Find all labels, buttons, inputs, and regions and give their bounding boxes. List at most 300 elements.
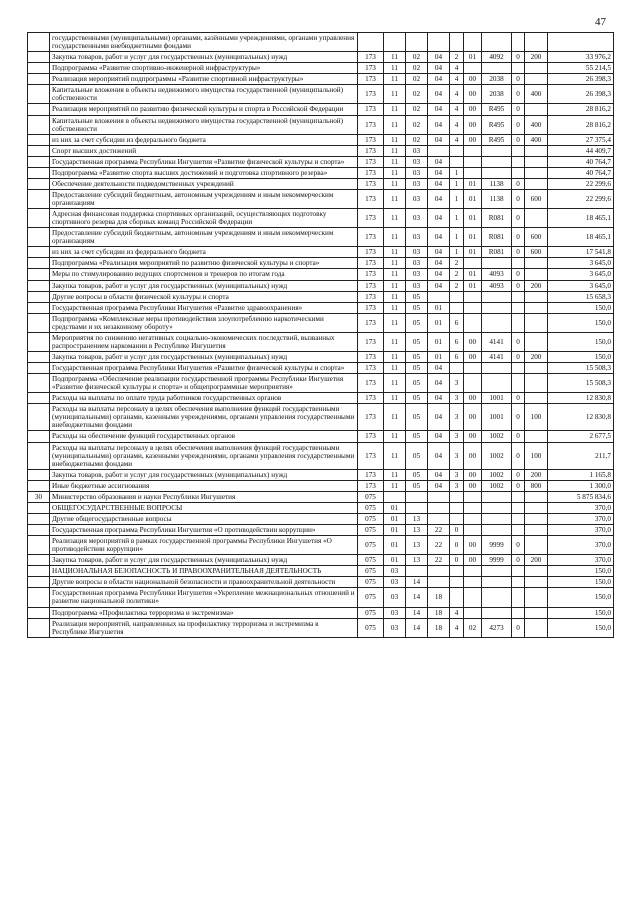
cell-c7: 4141 xyxy=(482,332,512,351)
cell-num xyxy=(28,104,50,115)
cell-num xyxy=(28,431,50,442)
cell-c6: 00 xyxy=(464,404,482,431)
table-row xyxy=(28,74,614,85)
cell-c8 xyxy=(512,525,525,536)
cell-amount: 44 409,7 xyxy=(548,145,614,156)
cell-c2: 11 xyxy=(384,145,406,156)
cell-c5: 4 xyxy=(450,85,464,104)
cell-c2: 03 xyxy=(384,577,406,588)
cell-c1: 075 xyxy=(358,491,384,502)
cell-c6 xyxy=(464,525,482,536)
cell-c2: 11 xyxy=(384,104,406,115)
cell-name: Предоставление субсидий бюджетным, автономным учреждениям и иным некоммерческим организациям xyxy=(50,228,358,247)
cell-c5: 3 xyxy=(450,431,464,442)
cell-c5: 4 xyxy=(450,618,464,637)
cell-c5: 3 xyxy=(450,374,464,393)
cell-c1 xyxy=(358,33,384,52)
cell-c2: 11 xyxy=(384,247,406,258)
cell-c1: 173 xyxy=(358,167,384,178)
cell-c1: 173 xyxy=(358,115,384,134)
cell-c6 xyxy=(464,363,482,374)
table-row xyxy=(28,178,614,189)
cell-c9 xyxy=(525,374,548,393)
cell-c9: 600 xyxy=(525,189,548,208)
cell-c1: 173 xyxy=(358,280,384,291)
cell-c5: 3 xyxy=(450,442,464,469)
cell-amount: 370,0 xyxy=(548,536,614,555)
cell-c2: 01 xyxy=(384,513,406,524)
cell-c9: 200 xyxy=(525,351,548,362)
cell-c9 xyxy=(525,33,548,52)
cell-c2: 11 xyxy=(384,469,406,480)
cell-num xyxy=(28,525,50,536)
cell-num xyxy=(28,228,50,247)
cell-c8: 0 xyxy=(512,555,525,566)
cell-c3: 03 xyxy=(406,258,428,269)
cell-amount: 55 214,5 xyxy=(548,63,614,74)
cell-c9 xyxy=(525,431,548,442)
cell-num xyxy=(28,536,50,555)
cell-name: Закупка товаров, работ и услуг для государственных (муниципальных) нужд xyxy=(50,555,358,566)
cell-amount: 2 677,5 xyxy=(548,431,614,442)
cell-num xyxy=(28,502,50,513)
cell-c5: 1 xyxy=(450,247,464,258)
cell-c2: 03 xyxy=(384,607,406,618)
cell-c3: 02 xyxy=(406,85,428,104)
cell-c6 xyxy=(464,291,482,302)
cell-amount: 150,0 xyxy=(548,332,614,351)
cell-c2: 01 xyxy=(384,536,406,555)
cell-c1: 075 xyxy=(358,536,384,555)
cell-amount: 3 645,0 xyxy=(548,269,614,280)
table-row xyxy=(28,469,614,480)
cell-c5: 1 xyxy=(450,189,464,208)
cell-c6: 00 xyxy=(464,555,482,566)
cell-amount: 40 764,7 xyxy=(548,167,614,178)
cell-name: Реализация мероприятий подпрограммы «Развитие спортивной инфраструктуры» xyxy=(50,74,358,85)
cell-c6 xyxy=(464,577,482,588)
cell-num xyxy=(28,332,50,351)
cell-c1: 173 xyxy=(358,393,384,404)
cell-c9: 200 xyxy=(525,280,548,291)
cell-c4: 04 xyxy=(428,228,450,247)
cell-c7 xyxy=(482,577,512,588)
cell-c6: 00 xyxy=(464,536,482,555)
cell-name: из них за счет субсидии из федерального бюджета xyxy=(50,134,358,145)
cell-name: Подпрограмма «Профилактика терроризма и экстремизма» xyxy=(50,607,358,618)
cell-c6: 01 xyxy=(464,247,482,258)
cell-c1: 173 xyxy=(358,189,384,208)
cell-name: Капитальные вложения в объекты недвижимого имущества государственной (муниципальной) собственности xyxy=(50,85,358,104)
cell-c7 xyxy=(482,491,512,502)
cell-c4: 04 xyxy=(428,74,450,85)
cell-num xyxy=(28,134,50,145)
cell-c6: 01 xyxy=(464,209,482,228)
cell-amount: 150,0 xyxy=(548,566,614,577)
cell-c7: 1002 xyxy=(482,480,512,491)
cell-c9 xyxy=(525,167,548,178)
cell-num xyxy=(28,480,50,491)
cell-name: Расходы на выплаты персоналу в целях обеспечения выполнения функций государственными (муниципальными) органами, казенными учреждениями, органами управления государственными внебюджетными фондами xyxy=(50,404,358,431)
cell-c9 xyxy=(525,63,548,74)
cell-c3: 03 xyxy=(406,156,428,167)
table-row xyxy=(28,228,614,247)
cell-c5: 4 xyxy=(450,74,464,85)
cell-c2: 11 xyxy=(384,363,406,374)
cell-c7 xyxy=(482,291,512,302)
cell-c7: 1001 xyxy=(482,393,512,404)
cell-c2 xyxy=(384,33,406,52)
cell-c2: 11 xyxy=(384,374,406,393)
cell-amount: 5 875 834,6 xyxy=(548,491,614,502)
cell-amount: 40 764,7 xyxy=(548,156,614,167)
cell-c2: 11 xyxy=(384,178,406,189)
cell-c4 xyxy=(428,513,450,524)
cell-c4: 04 xyxy=(428,156,450,167)
cell-c6 xyxy=(464,313,482,332)
cell-c8 xyxy=(512,513,525,524)
cell-num xyxy=(28,363,50,374)
cell-c2: 01 xyxy=(384,525,406,536)
cell-amount: 150,0 xyxy=(548,577,614,588)
cell-c7 xyxy=(482,258,512,269)
cell-c5 xyxy=(450,513,464,524)
cell-amount: 18 465,1 xyxy=(548,209,614,228)
cell-c8: 0 xyxy=(512,404,525,431)
cell-c3: 13 xyxy=(406,536,428,555)
cell-name: Мероприятия по снижению негативных социально-экономических последствий, вызванных распространением наркомании в Республике Ингушетия xyxy=(50,332,358,351)
table-row xyxy=(28,442,614,469)
table-body xyxy=(28,33,614,638)
cell-c1: 173 xyxy=(358,85,384,104)
cell-c6: 02 xyxy=(464,618,482,637)
cell-c2: 11 xyxy=(384,393,406,404)
cell-c1: 173 xyxy=(358,480,384,491)
cell-c6 xyxy=(464,167,482,178)
cell-c3: 02 xyxy=(406,63,428,74)
cell-c6 xyxy=(464,374,482,393)
cell-name: Другие вопросы в области физической культуры и спорта xyxy=(50,291,358,302)
cell-c7 xyxy=(482,607,512,618)
cell-c8: 0 xyxy=(512,247,525,258)
cell-c9: 200 xyxy=(525,469,548,480)
page-number: 47 xyxy=(595,16,606,28)
cell-c7: 4273 xyxy=(482,618,512,637)
cell-c1: 173 xyxy=(358,228,384,247)
cell-amount: 3 645,0 xyxy=(548,280,614,291)
cell-c6: 01 xyxy=(464,228,482,247)
cell-c3: 02 xyxy=(406,104,428,115)
cell-name: НАЦИОНАЛЬНАЯ БЕЗОПАСНОСТЬ И ПРАВООХРАНИТЕЛЬНАЯ ДЕЯТЕЛЬНОСТЬ xyxy=(50,566,358,577)
table-row xyxy=(28,167,614,178)
table-row xyxy=(28,566,614,577)
cell-c9: 200 xyxy=(525,52,548,63)
table-row xyxy=(28,313,614,332)
cell-c7 xyxy=(482,33,512,52)
cell-num xyxy=(28,607,50,618)
cell-c3: 03 xyxy=(406,209,428,228)
cell-c7: 9999 xyxy=(482,555,512,566)
cell-c3: 03 xyxy=(406,189,428,208)
cell-c5: 1 xyxy=(450,209,464,228)
cell-num xyxy=(28,269,50,280)
cell-c6 xyxy=(464,588,482,607)
table-row xyxy=(28,247,614,258)
cell-name: Государственная программа Республики Ингушетия «О противодействии коррупции» xyxy=(50,525,358,536)
cell-c9 xyxy=(525,618,548,637)
cell-c4: 04 xyxy=(428,442,450,469)
cell-c8: 0 xyxy=(512,442,525,469)
table-row xyxy=(28,209,614,228)
cell-name: Государственная программа Республики Ингушетия «Развитие физической культуры и спорта» xyxy=(50,156,358,167)
cell-c2: 01 xyxy=(384,555,406,566)
table-row xyxy=(28,104,614,115)
cell-c5 xyxy=(450,363,464,374)
cell-c9 xyxy=(525,393,548,404)
cell-c7 xyxy=(482,313,512,332)
cell-c9: 600 xyxy=(525,228,548,247)
cell-c5 xyxy=(450,291,464,302)
cell-c8: 0 xyxy=(512,209,525,228)
cell-c4 xyxy=(428,566,450,577)
cell-amount: 12 830,8 xyxy=(548,404,614,431)
cell-name: из них за счет субсидии из федерального бюджета xyxy=(50,247,358,258)
cell-name: Расходы на выплаты персоналу в целях обеспечения выполнения функций государственными (муниципальными) органами, казенными учреждениями, органами управления государственными внебюджетными фондами xyxy=(50,442,358,469)
cell-c2: 03 xyxy=(384,618,406,637)
cell-c3: 05 xyxy=(406,332,428,351)
cell-c3: 03 xyxy=(406,228,428,247)
cell-c8 xyxy=(512,63,525,74)
cell-num xyxy=(28,302,50,313)
cell-c6 xyxy=(464,607,482,618)
cell-name: Государственная программа Республики Ингушетия «Развитие физической культуры и спорта» xyxy=(50,363,358,374)
cell-c4: 22 xyxy=(428,555,450,566)
cell-c6: 00 xyxy=(464,480,482,491)
cell-c3: 05 xyxy=(406,313,428,332)
cell-name: Подпрограмма «Обеспечение реализации государственной программы Республики Ингушетия «Развитие физической культуры и спорта» и общепрограммные мероприятия» xyxy=(50,374,358,393)
cell-c3 xyxy=(406,491,428,502)
cell-c5: 2 xyxy=(450,280,464,291)
cell-c8: 0 xyxy=(512,431,525,442)
cell-c6: 00 xyxy=(464,351,482,362)
cell-num xyxy=(28,566,50,577)
cell-c1: 075 xyxy=(358,502,384,513)
cell-c9 xyxy=(525,74,548,85)
cell-c2: 11 xyxy=(384,431,406,442)
cell-c4: 04 xyxy=(428,258,450,269)
cell-num xyxy=(28,588,50,607)
cell-name: Спорт высших достижений xyxy=(50,145,358,156)
cell-c1: 075 xyxy=(358,618,384,637)
cell-num xyxy=(28,442,50,469)
cell-c4 xyxy=(428,502,450,513)
cell-c4: 18 xyxy=(428,588,450,607)
cell-c3: 14 xyxy=(406,607,428,618)
cell-name: Закупка товаров, работ и услуг для государственных (муниципальных) нужд xyxy=(50,351,358,362)
cell-name: Другие общегосударственные вопросы xyxy=(50,513,358,524)
cell-c8: 0 xyxy=(512,480,525,491)
table-row xyxy=(28,134,614,145)
cell-name: Подпрограмма «Комплексные меры противодействия злоупотреблению наркотическими средствами и их незаконному обороту» xyxy=(50,313,358,332)
cell-c8 xyxy=(512,313,525,332)
cell-amount: 3 645,0 xyxy=(548,258,614,269)
cell-c3: 05 xyxy=(406,404,428,431)
cell-c4: 01 xyxy=(428,351,450,362)
cell-c3: 05 xyxy=(406,302,428,313)
cell-c1: 173 xyxy=(358,374,384,393)
table-row xyxy=(28,33,614,52)
cell-num xyxy=(28,280,50,291)
cell-c1: 173 xyxy=(358,145,384,156)
cell-c1: 173 xyxy=(358,156,384,167)
cell-c6: 00 xyxy=(464,442,482,469)
cell-c7 xyxy=(482,302,512,313)
cell-c1: 075 xyxy=(358,513,384,524)
cell-c7: 4093 xyxy=(482,280,512,291)
cell-c4: 04 xyxy=(428,480,450,491)
cell-c4: 22 xyxy=(428,536,450,555)
cell-c4: 04 xyxy=(428,134,450,145)
table-row xyxy=(28,502,614,513)
cell-c1: 173 xyxy=(358,442,384,469)
cell-num xyxy=(28,33,50,52)
cell-c7: R495 xyxy=(482,104,512,115)
cell-c1: 173 xyxy=(358,247,384,258)
cell-c9: 100 xyxy=(525,404,548,431)
cell-c4 xyxy=(428,145,450,156)
cell-c8 xyxy=(512,363,525,374)
cell-c9 xyxy=(525,607,548,618)
cell-c9 xyxy=(525,269,548,280)
cell-amount: 28 816,2 xyxy=(548,115,614,134)
cell-c8: 0 xyxy=(512,280,525,291)
cell-c7 xyxy=(482,374,512,393)
cell-amount: 27 375,4 xyxy=(548,134,614,145)
cell-c8 xyxy=(512,33,525,52)
cell-c7: 1002 xyxy=(482,442,512,469)
cell-c5: 6 xyxy=(450,351,464,362)
cell-c7 xyxy=(482,588,512,607)
cell-c4: 04 xyxy=(428,469,450,480)
cell-c2: 11 xyxy=(384,302,406,313)
cell-c4: 18 xyxy=(428,618,450,637)
cell-c2: 11 xyxy=(384,313,406,332)
cell-c7 xyxy=(482,513,512,524)
cell-c8: 0 xyxy=(512,115,525,134)
cell-name: Иные бюджетные ассигнования xyxy=(50,480,358,491)
table-row xyxy=(28,156,614,167)
cell-num xyxy=(28,115,50,134)
cell-c5: 0 xyxy=(450,525,464,536)
cell-c2: 03 xyxy=(384,588,406,607)
cell-c7 xyxy=(482,63,512,74)
cell-c3: 03 xyxy=(406,167,428,178)
cell-name: Подпрограмма «Реализация мероприятий по развитию физической культуры и спорта» xyxy=(50,258,358,269)
cell-name: ОБЩЕГОСУДАРСТВЕННЫЕ ВОПРОСЫ xyxy=(50,502,358,513)
table-row xyxy=(28,85,614,104)
cell-num xyxy=(28,247,50,258)
cell-c4: 04 xyxy=(428,52,450,63)
cell-c3: 02 xyxy=(406,134,428,145)
table-row xyxy=(28,404,614,431)
cell-c3: 13 xyxy=(406,525,428,536)
cell-amount: 22 299,6 xyxy=(548,189,614,208)
cell-c4: 04 xyxy=(428,374,450,393)
cell-c9 xyxy=(525,291,548,302)
cell-c3: 05 xyxy=(406,469,428,480)
cell-amount: 370,0 xyxy=(548,555,614,566)
cell-c6 xyxy=(464,513,482,524)
cell-c6: 00 xyxy=(464,104,482,115)
table-row xyxy=(28,145,614,156)
cell-amount: 15 508,3 xyxy=(548,374,614,393)
cell-c9: 100 xyxy=(525,442,548,469)
cell-c8 xyxy=(512,167,525,178)
cell-num xyxy=(28,393,50,404)
cell-amount: 22 299,6 xyxy=(548,178,614,189)
cell-c8: 0 xyxy=(512,228,525,247)
cell-c8 xyxy=(512,491,525,502)
cell-amount: 150,0 xyxy=(548,313,614,332)
table-row xyxy=(28,618,614,637)
cell-c4: 04 xyxy=(428,104,450,115)
cell-c9 xyxy=(525,588,548,607)
table-row xyxy=(28,491,614,502)
cell-name: Подпрограмма «Развитие спортивно-инженерной инфраструктуры» xyxy=(50,63,358,74)
cell-c6: 00 xyxy=(464,332,482,351)
cell-c1: 173 xyxy=(358,269,384,280)
cell-c5: 1 xyxy=(450,178,464,189)
cell-name: Предоставление субсидий бюджетным, автономным учреждениям и иным некоммерческим организациям xyxy=(50,189,358,208)
cell-c8: 0 xyxy=(512,332,525,351)
cell-amount: 26 398,3 xyxy=(548,74,614,85)
cell-c3: 05 xyxy=(406,374,428,393)
cell-c7: 4141 xyxy=(482,351,512,362)
table-row xyxy=(28,431,614,442)
cell-c3 xyxy=(406,502,428,513)
cell-c8: 0 xyxy=(512,469,525,480)
cell-c6 xyxy=(464,258,482,269)
cell-c3: 14 xyxy=(406,588,428,607)
cell-c5 xyxy=(450,491,464,502)
cell-num xyxy=(28,52,50,63)
cell-c2: 11 xyxy=(384,291,406,302)
cell-c9 xyxy=(525,104,548,115)
cell-c7: 1138 xyxy=(482,178,512,189)
cell-c8 xyxy=(512,588,525,607)
cell-c2 xyxy=(384,491,406,502)
cell-c2: 11 xyxy=(384,115,406,134)
cell-c1: 173 xyxy=(358,313,384,332)
cell-c2: 11 xyxy=(384,63,406,74)
cell-c1: 173 xyxy=(358,431,384,442)
cell-c7 xyxy=(482,145,512,156)
cell-num xyxy=(28,189,50,208)
table-row xyxy=(28,513,614,524)
cell-c5 xyxy=(450,33,464,52)
cell-c7: R081 xyxy=(482,209,512,228)
cell-c9 xyxy=(525,332,548,351)
cell-num xyxy=(28,85,50,104)
table-row xyxy=(28,480,614,491)
cell-amount: 370,0 xyxy=(548,502,614,513)
cell-c1: 173 xyxy=(358,104,384,115)
cell-c5 xyxy=(450,577,464,588)
cell-c2: 11 xyxy=(384,280,406,291)
table-row xyxy=(28,269,614,280)
cell-c2: 11 xyxy=(384,209,406,228)
cell-c6: 00 xyxy=(464,74,482,85)
